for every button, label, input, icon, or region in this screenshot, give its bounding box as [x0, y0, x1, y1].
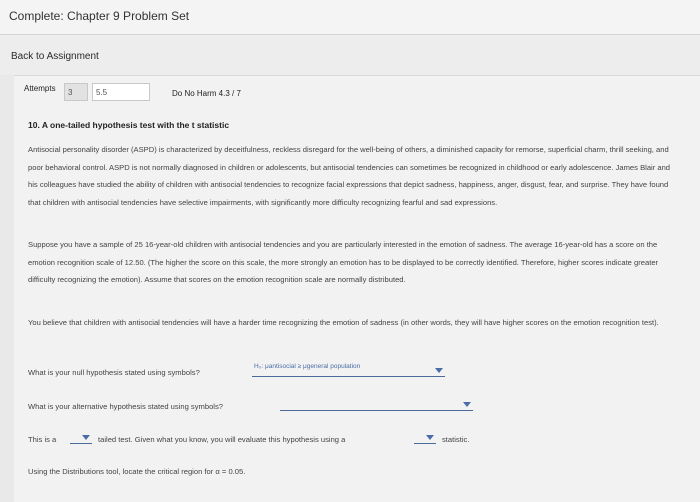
back-to-assignment-link[interactable]: Back to Assignment [11, 51, 99, 62]
question-panel [14, 75, 700, 502]
chevron-down-icon [435, 368, 443, 373]
distributions-prompt: Using the Distributions tool, locate the critical region for α = 0.05. [28, 467, 246, 476]
null-hypothesis-prompt: What is your null hypothesis stated using symbols? [28, 368, 200, 377]
do-no-harm-score: Do No Harm 4.3 / 7 [172, 89, 241, 98]
score-box: 5.5 [92, 83, 150, 101]
null-hypothesis-value: H₀: μantisocial ≥ μgeneral population [254, 363, 361, 370]
tail-prompt-start: This is a [28, 435, 57, 444]
tail-prompt-end: statistic. [442, 435, 470, 444]
alternative-hypothesis-dropdown[interactable] [280, 398, 473, 411]
question-title: 10. A one-tailed hypothesis test with the t statistic [28, 120, 230, 130]
attempts-count: 3 [64, 83, 88, 101]
back-bar [0, 35, 700, 75]
question-paragraph-1: Antisocial personality disorder (ASPD) is characterized by deceitfulness, reckless disregard for the well-being of others, a diminished capacity for remorse, superficial charm, thrill seeking, and poor behavioral control. ASPD is not normally diagnosed in children or adolescents, but antisocial tendencies can sometimes be recognized in childhood or early adolescence. James Blair and his colleagues have studied the ability of children with antisocial tendencies to recognize facial expressions that depict sadness, happiness, anger, disgust, fear, and surprise. They have found that children with antisocial tendencies have selective impairments, with significantly more difficulty recognizing fearful and sad expressions. [28, 145, 671, 207]
attempts-label: Attempts [24, 84, 56, 93]
alternative-hypothesis-prompt: What is your alternative hypothesis stated using symbols? [28, 402, 224, 411]
chevron-down-icon [82, 435, 90, 440]
chevron-down-icon [426, 435, 434, 440]
window-title: Complete: Chapter 9 Problem Set [9, 9, 190, 23]
question-paragraph-3: You believe that children with antisocial tendencies will have a harder time recognizing the emotion of sadness (in other words, they will have higher scores on the emotion recognition test). [28, 318, 659, 327]
chevron-down-icon [463, 402, 471, 407]
statistic-dropdown[interactable] [414, 431, 436, 444]
question-paragraph-2: Suppose you have a sample of 25 16-year-old children with antisocial tendencies and you are particularly interested in the emotion of sadness. The average 16-year-old has a score on the emotion recognition scale of 12.50. (The higher the score on this scale, the more strongly an emotion has to be displayed to be correctly identified. Therefore, higher scores indicate greater difficulty recognizing the emotion). Assume that scores on the emotion recognition scale are normally distributed. [28, 240, 659, 285]
tail-dropdown[interactable] [70, 431, 92, 444]
window-titlebar [0, 0, 700, 35]
null-hypothesis-dropdown[interactable] [252, 364, 445, 377]
tail-prompt-middle: tailed test. Given what you know, you will evaluate this hypothesis using a [98, 435, 346, 444]
